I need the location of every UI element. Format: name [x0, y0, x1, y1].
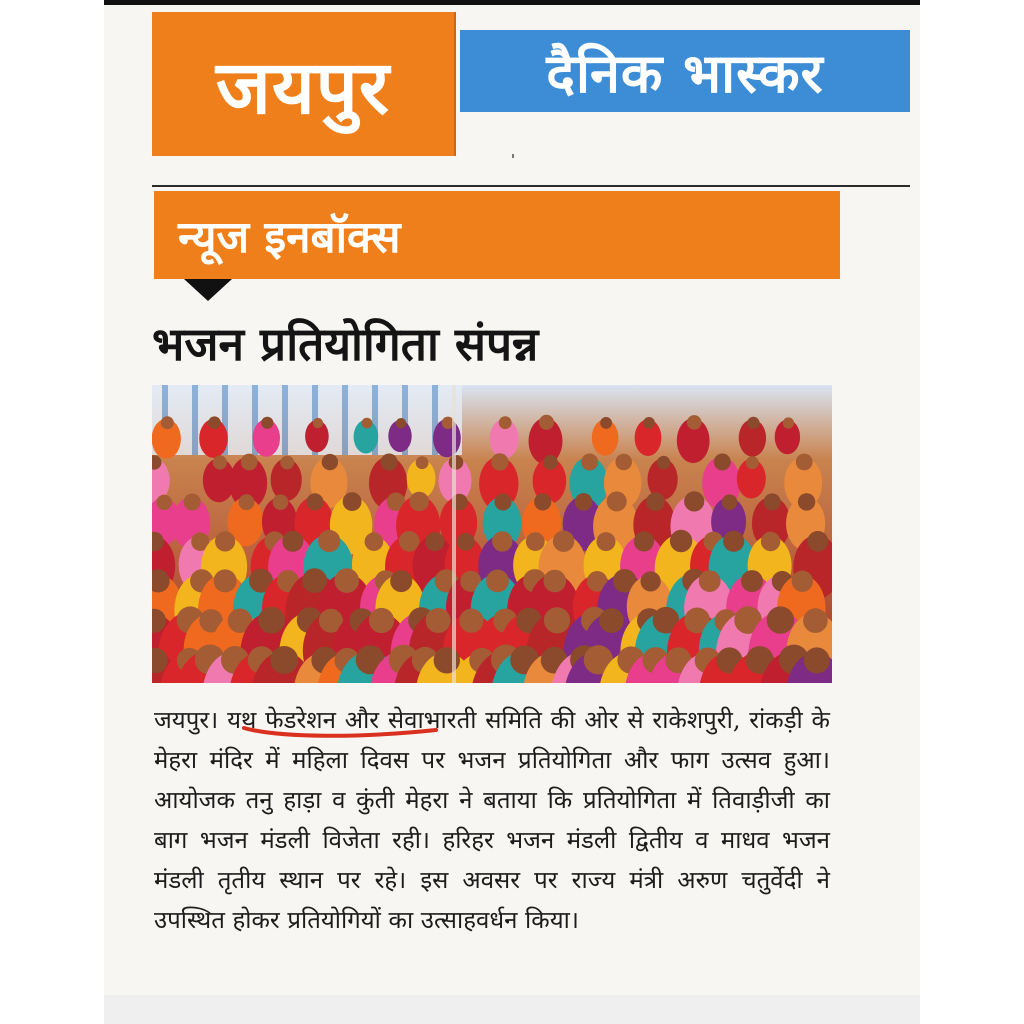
- crowd-head: [543, 455, 558, 470]
- crowd-head: [239, 494, 255, 510]
- crowd-head: [261, 417, 273, 429]
- crowd-head: [807, 531, 828, 552]
- crowd-head: [273, 494, 289, 510]
- crowd-head: [723, 531, 744, 552]
- crowd-head: [270, 646, 298, 674]
- crowd-head: [600, 417, 612, 429]
- crowd-head: [241, 454, 258, 471]
- crowd-head: [767, 606, 794, 633]
- crowd-head: [684, 491, 704, 511]
- crowd-head: [381, 454, 398, 471]
- crowd-head: [161, 416, 174, 429]
- crowd-head: [599, 608, 624, 633]
- crowd-head: [318, 530, 340, 552]
- section-title: न्यूज इनबॉक्स: [154, 191, 840, 279]
- crowd-head: [544, 570, 567, 593]
- dateline: जयपुर।: [154, 706, 219, 734]
- crowd-head: [646, 492, 665, 511]
- crowd-head: [491, 453, 508, 470]
- crowd-head: [641, 571, 661, 591]
- crowd-head: [208, 416, 221, 429]
- crowd-head: [306, 493, 323, 510]
- crowd-head: [335, 568, 360, 593]
- crowd-head: [495, 494, 512, 511]
- crowd-head: [643, 417, 655, 429]
- crowd-head: [670, 530, 692, 552]
- red-underline-mark: [240, 724, 440, 744]
- crowd-head: [746, 456, 759, 469]
- crowd-head: [258, 607, 285, 634]
- crowd-head: [534, 493, 551, 510]
- crowd-head: [486, 570, 509, 593]
- crowd-head: [434, 647, 460, 673]
- crowd-head: [607, 491, 627, 511]
- crowd-head: [457, 533, 475, 551]
- crowd-head: [803, 608, 828, 633]
- crowd-head: [343, 492, 362, 511]
- crowd-head: [426, 608, 451, 633]
- crowd-head: [615, 454, 632, 471]
- newspaper-masthead: दैनिक भास्कर: [460, 30, 910, 112]
- crowd-head: [492, 531, 512, 551]
- crowd-head: [798, 493, 815, 510]
- crowd-head: [409, 492, 429, 512]
- crowd-head: [764, 493, 781, 510]
- crowd-head: [157, 495, 172, 510]
- article-body-text: और सेवाभारती समिति की ओर से राकेशपुरी, रांकड़ी के मेहरा मंदिर में महिला दिवस पर भजन प्रतियोगिता और फाग उत्सव हुआ। आयोजक तनु हाड़ा व कुंती मेहरा ने बताया कि प्रतियोगिता में तिवाड़ीजी का बाग भजन मंडली विजेता रही। हरिहर भजन मंडली द्वितीय व माधव भजन मंडली तृतीय स्थान पर रहे। इस अवसर पर राज्य मंत्री अरुण चतुर्वेदी ने उपस्थित होकर प्रतियोगियों का उत्साहवर्धन किया।: [154, 706, 830, 934]
- crowd-head: [544, 607, 570, 633]
- crowd-head: [390, 570, 412, 592]
- crowd-head: [184, 494, 201, 511]
- city-masthead: जयपुर: [152, 12, 454, 156]
- crowd-head: [714, 454, 731, 471]
- crowd-head: [499, 416, 512, 429]
- crowd-head: [657, 456, 670, 469]
- crowd-head: [526, 532, 545, 551]
- crowd-head: [280, 456, 294, 470]
- crowd-head: [687, 415, 702, 430]
- crowd-head: [365, 532, 384, 551]
- crowd-photo: [152, 385, 832, 683]
- crowd-head: [214, 569, 237, 592]
- crowd-head: [783, 417, 794, 428]
- separator-tick: [512, 154, 514, 158]
- crowd-head: [792, 571, 813, 592]
- crowd-head: [459, 609, 483, 633]
- crowd-head: [282, 531, 303, 552]
- crowd-head: [362, 418, 373, 429]
- header-rule: [152, 185, 910, 187]
- highlighted-organization: यथ फेडरेशन: [227, 706, 336, 734]
- crowd-head: [416, 456, 429, 469]
- crowd-head: [215, 531, 235, 551]
- crowd-head: [396, 418, 406, 428]
- crowd-head: [581, 454, 598, 471]
- article-headline: भजन प्रतियोगिता संपन्न: [152, 317, 539, 371]
- crowd-head: [722, 494, 738, 510]
- crowd-head: [634, 531, 654, 551]
- crowd-head: [313, 418, 323, 428]
- crowd-head: [575, 493, 593, 511]
- crowd-head: [699, 570, 721, 592]
- crowd-head: [539, 415, 554, 430]
- crowd-head: [322, 454, 338, 470]
- pointer-icon: [184, 279, 232, 301]
- crowd-head: [213, 455, 227, 469]
- crowd-head: [804, 647, 830, 673]
- crowd-head: [761, 532, 780, 551]
- crowd-head: [796, 454, 813, 471]
- crowd-head: [425, 532, 444, 551]
- crowd-head: [369, 608, 394, 633]
- bottom-strip: [104, 995, 920, 1024]
- crowd-head: [741, 570, 763, 592]
- crowd-head: [553, 531, 574, 552]
- crowd-head: [597, 532, 616, 551]
- crowd-head: [747, 417, 759, 429]
